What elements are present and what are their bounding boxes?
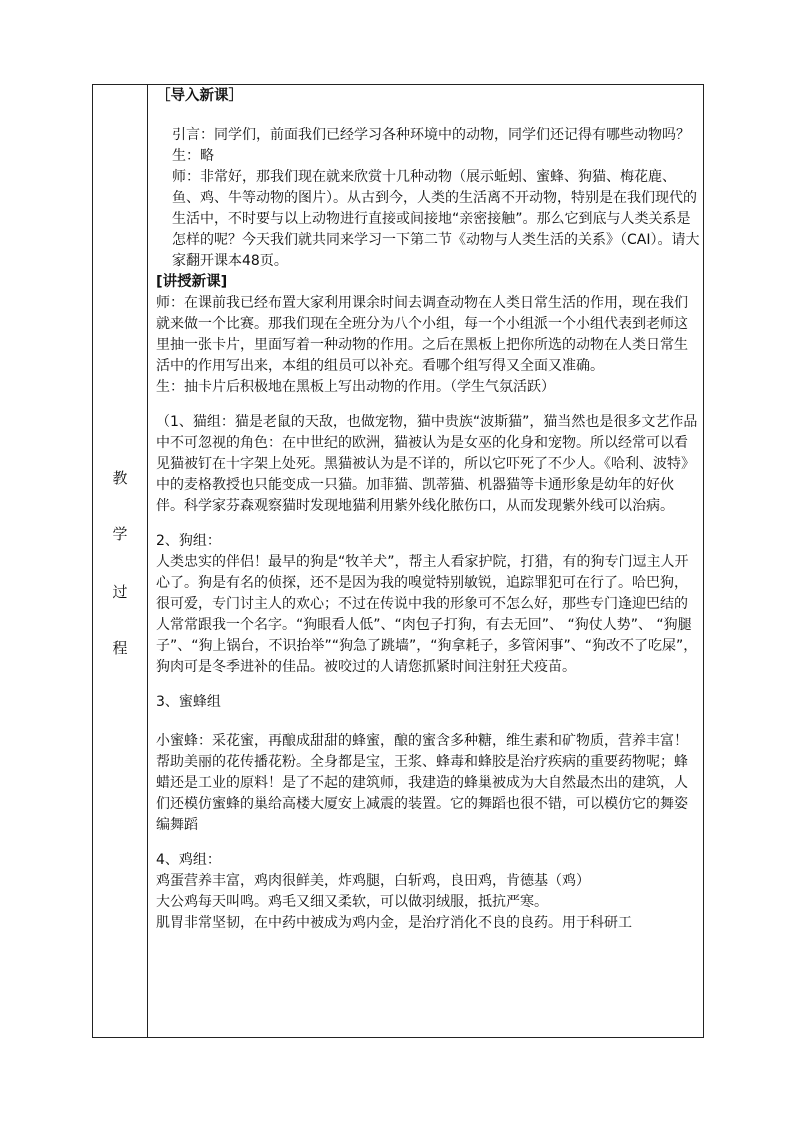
chicken-line-1: 鸡蛋营养丰富，鸡肉很鲜美，炸鸡腿，白斩鸡，良田鸡，肯德基（鸡） — [156, 873, 590, 889]
intro-line-2: 生：略 — [172, 148, 214, 164]
lecture-line-1: 师：在课前我已经布置大家利用课余时间去调查动物在人类日常生活的作用，现在我们就来做一个比赛。那我们现在全班分为八个小组，每一个小组派一个小组代表到老师这里抽一张卡片，里面写着一种动物的作用。之后在黑板上把你所选的动物在人类日常生活中的作用写出来，本组的组员可以补充。看哪个组写得又全面又准确。 — [156, 295, 688, 374]
intro-line-3: 师：非常好，那我们现在就来欣赏十几种动物（展示蚯蚓、蜜蜂、狗猫、梅花鹿、鱼、鸡、牛等动物的图片）。从古到今，人类的生活离不开动物，特别是在我们现代的生活中，不时要与以上动物进行直接或间接地“亲密接触”。那么它到底与人类关系是怎样的呢？今天我们就共同来学习一下第二节《动物与人类生活的关系》（CAI）。请大家翻开课本48页。 — [172, 169, 700, 269]
side-label-char-3: 过 — [112, 583, 128, 601]
bee-paragraph: 小蜜蜂：采花蜜，再酿成甜甜的蜂蜜，酿的蜜含多种糖，维生素和矿物质，营养丰富！帮助美丽的花传播花粉。全身都是宝，王浆、蜂毒和蜂胶是治疗疾病的重要药物呢；蜂蜡还是工业的原料！是了不起的建筑师，我建造的蜂巢被成为大自然最杰出的建筑，人们还模仿蜜蜂的巢给高楼大厦安上减震的装置。它的舞蹈也很不错，可以模仿它的舞姿编舞蹈 — [156, 733, 688, 833]
side-label-char-2: 学 — [112, 525, 128, 543]
side-label-char-4: 程 — [112, 639, 128, 657]
intro-heading: ［导入新课］ — [156, 88, 243, 104]
chicken-title: 4、鸡组： — [156, 852, 221, 868]
cat-paragraph: （1、猫组：猫是老鼠的天敌，也做宠物，猫中贵族“波斯猫”，猫当然也是很多文艺作品中不可忽视的角色：在中世纪的欧洲，猫被认为是女巫的化身和宠物。所以经常可以看见猫被钉在十字架上处死。黑猫被认为是不详的，所以它吓死了不少人。《哈利、波特》中的麦格教授也只能变成一只猫。加菲猫、凯蒂猫、机器猫等卡通形象是幼年的好伙伴。科学家芬森观察猫时发现地猫利用紫外线化脓伤口，从而发现紫外线可以治病。 — [156, 414, 698, 514]
chicken-line-2: 大公鸡每天叫鸣。鸡毛又细又柔软，可以做羽绒服，抵抗严寒。 — [156, 894, 548, 910]
column-divider — [147, 84, 148, 1038]
bee-title: 3、蜜蜂组 — [156, 694, 221, 710]
dog-paragraph: 人类忠实的伴侣！最早的狗是“牧羊犬”，帮主人看家护院，打猎，有的狗专门逗主人开心了。狗是有名的侦探，还不是因为我的嗅觉特别敏锐，追踪罪犯可在行了。哈巴狗，很可爱，专门讨主人的欢心；不过在传说中我的形象可不怎么好，那些专门逢迎巴结的人常常跟我一个名字。“狗眼看人低”、“肉包子打狗，有去无回”、 “狗仗人势”、 “狗腿子”、“狗上锅台，不识抬举”“狗急了跳墙”，“狗拿耗子，多管闲事”、“狗改不了吃屎”， 狗肉可是冬季进补的佳品。被咬过的人请您抓紧时间注射狂犬疫苗。 — [156, 554, 698, 675]
chicken-line-3: 肌胃非常坚韧，在中药中被成为鸡内金，是治疗消化不良的良药。用于科研工 — [156, 915, 632, 931]
lecture-heading: [讲授新课] — [156, 274, 228, 290]
intro-line-1: 引言：同学们，前面我们已经学习各种环境中的动物，同学们还记得有哪些动物吗？ — [172, 127, 690, 143]
lecture-line-2: 生：抽卡片后积极地在黑板上写出动物的作用。（学生气氛活跃） — [156, 379, 555, 395]
side-label-char-1: 教 — [112, 469, 128, 487]
dog-title: 2、狗组： — [156, 533, 221, 549]
lesson-content — [156, 86, 701, 934]
